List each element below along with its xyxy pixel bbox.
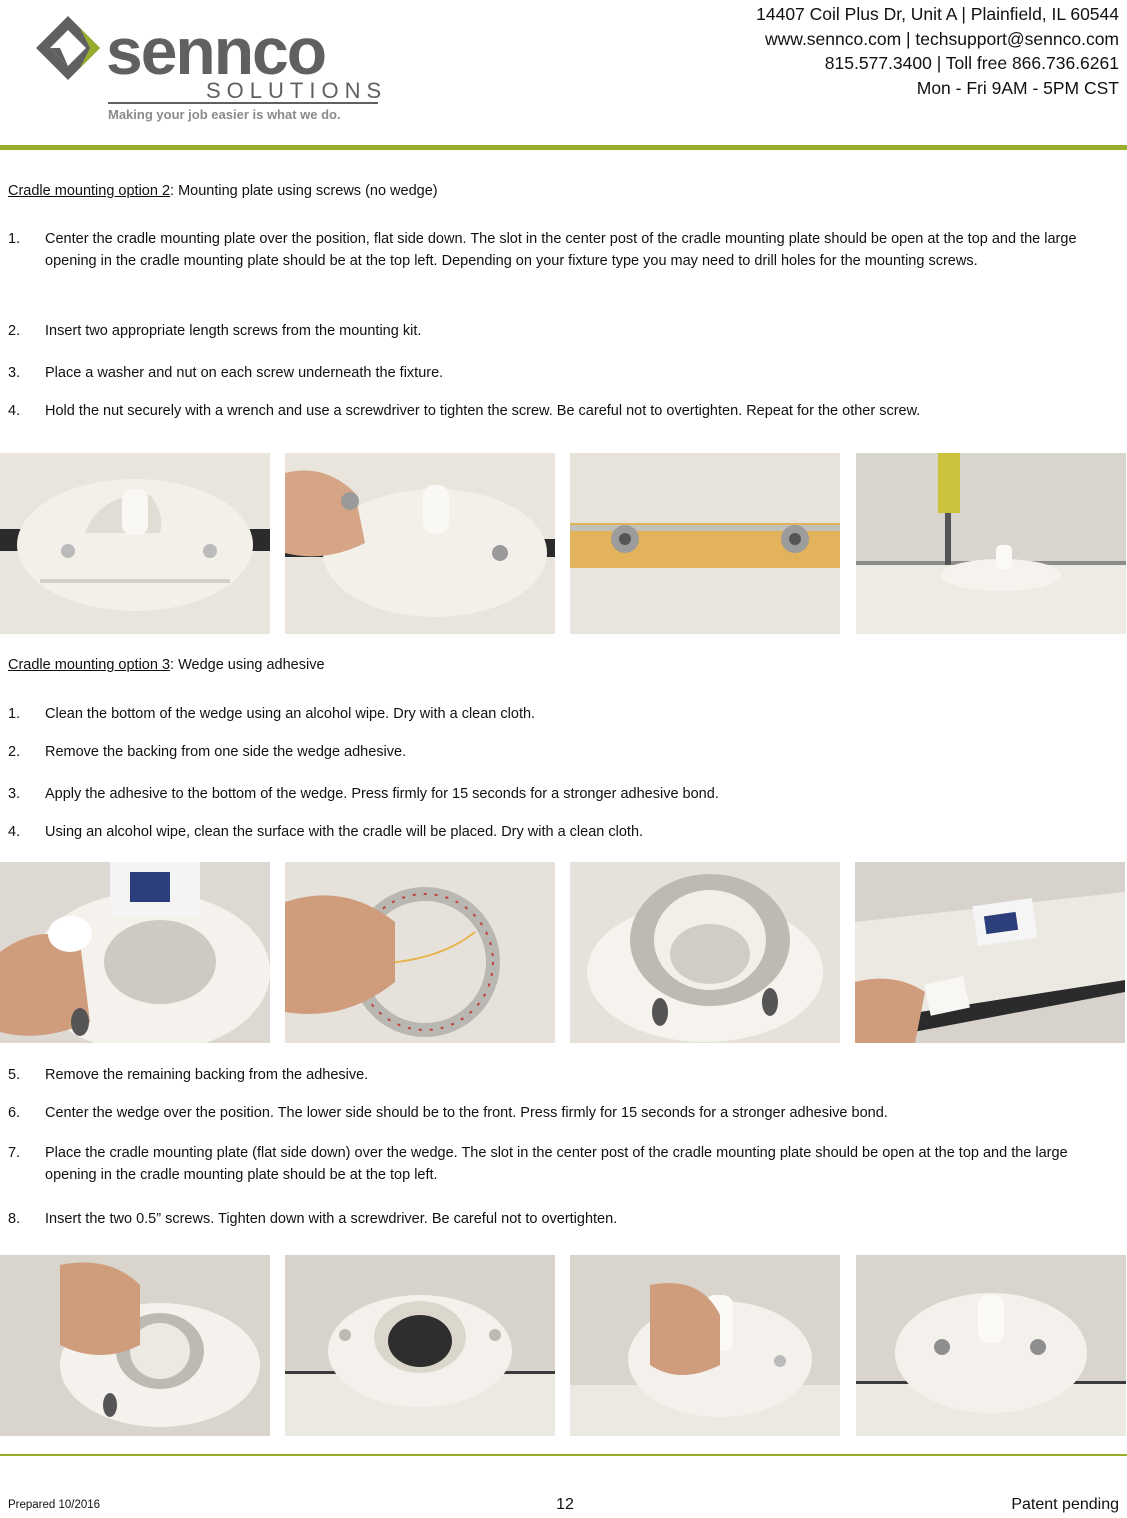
step-text: Place a washer and nut on each screw underneath the fixture. bbox=[45, 365, 444, 381]
page-number: 12 bbox=[556, 1496, 574, 1513]
contact-address: 14407 Coil Plus Dr, Unit A | Plainfield, IL 60544 bbox=[756, 4, 1119, 24]
list-item bbox=[8, 362, 1120, 384]
photo-tightening-screw bbox=[856, 453, 1126, 634]
step-number: 6. bbox=[8, 1105, 21, 1121]
photo-adhesive-on-wedge bbox=[570, 862, 840, 1043]
photo-placing-plate bbox=[570, 1255, 840, 1436]
step-text: Insert the two 0.5” screws. Tighten down with a screwdriver. Be careful not to overtighten. bbox=[45, 1211, 618, 1227]
photo-plate-on-fixture bbox=[0, 453, 270, 634]
contact-web-email[interactable]: www.sennco.com | techsupport@sennco.com bbox=[765, 28, 1119, 49]
list-item bbox=[8, 821, 1120, 843]
logo-subtitle: SOLUTIONS bbox=[206, 78, 388, 103]
step-text: Using an alcohol wipe, clean the surface with the cradle will be placed. Dry with a clean cloth. bbox=[45, 824, 644, 840]
step-number: 7. bbox=[8, 1145, 21, 1161]
option2-heading bbox=[8, 181, 438, 201]
list-item bbox=[8, 1208, 1120, 1230]
page-header bbox=[0, 0, 1127, 148]
patent-notice: Patent pending bbox=[1011, 1496, 1119, 1513]
list-item bbox=[8, 1102, 1120, 1124]
footer-divider bbox=[0, 1454, 1127, 1456]
option2-title: Cradle mounting option 2 bbox=[8, 183, 171, 199]
logo-wordmark: sennco bbox=[106, 14, 326, 88]
step-number: 2. bbox=[8, 744, 21, 760]
step-number: 4. bbox=[8, 824, 21, 840]
list-item bbox=[8, 783, 1120, 805]
logo-diamond-icon bbox=[36, 16, 100, 80]
step-text: Remove the backing from one side the wedge adhesive. bbox=[45, 744, 407, 760]
list-item bbox=[8, 400, 1120, 422]
photo-cleaning-surface bbox=[855, 862, 1125, 1043]
sennco-logo bbox=[28, 8, 388, 126]
step-number: 3. bbox=[8, 365, 21, 381]
prepared-date: Prepared 10/2016 bbox=[8, 1499, 101, 1511]
option3-heading bbox=[8, 655, 325, 675]
list-item bbox=[8, 228, 1120, 272]
option2-subtitle: : Mounting plate using screws (no wedge) bbox=[170, 183, 438, 199]
step-number: 5. bbox=[8, 1067, 21, 1083]
list-item bbox=[8, 741, 1120, 763]
logo-tagline: Making your job easier is what we do. bbox=[108, 107, 341, 122]
photo-row-option3-a bbox=[0, 862, 1127, 1043]
photo-washers-and-nuts bbox=[570, 453, 840, 634]
step-number: 1. bbox=[8, 231, 21, 247]
step-text: Hold the nut securely with a wrench and use a screwdriver to tighten the screw. Be careful not to overtighten. Repeat for the other screw. bbox=[45, 403, 921, 419]
list-item bbox=[8, 703, 1120, 725]
step-text: Clean the bottom of the wedge using an alcohol wipe. Dry with a clean cloth. bbox=[45, 706, 536, 722]
option3-title: Cradle mounting option 3 bbox=[8, 657, 171, 673]
list-item bbox=[8, 320, 1120, 342]
step-text: Center the cradle mounting plate over the position, flat side down. The slot in the center post of the cradle mounting plate should be open at the top and the large opening in the cradle mounting plate should be at the top left. Depending on your fixture type you may need to drill holes for the mounting screws. bbox=[45, 231, 1077, 269]
photo-inserting-screws bbox=[285, 453, 555, 634]
step-text: Remove the remaining backing from the adhesive. bbox=[45, 1067, 369, 1083]
step-text: Place the cradle mounting plate (flat side down) over the wedge. The slot in the center post of the cradle mounting plate should be open at the top and the large opening in the cradle mounting plate should be at the top left. bbox=[45, 1145, 1068, 1183]
photo-row-option2 bbox=[0, 453, 1127, 634]
step-number: 8. bbox=[8, 1211, 21, 1227]
contact-block bbox=[756, 2, 1119, 100]
photo-wedge-in-position bbox=[285, 1255, 555, 1436]
photo-peeling-backing bbox=[0, 1255, 270, 1436]
contact-hours: Mon - Fri 9AM - 5PM CST bbox=[916, 77, 1119, 98]
photo-row-option3-b bbox=[0, 1255, 1127, 1436]
photo-removing-backing bbox=[285, 862, 555, 1043]
header-divider bbox=[0, 145, 1127, 150]
photo-cleaning-wedge bbox=[0, 862, 270, 1043]
step-text: Apply the adhesive to the bottom of the wedge. Press firmly for 15 seconds for a stronger adhesive bond. bbox=[45, 786, 719, 802]
step-text: Insert two appropriate length screws from the mounting kit. bbox=[45, 323, 422, 339]
step-number: 4. bbox=[8, 403, 21, 419]
list-item bbox=[8, 1064, 1120, 1086]
list-item bbox=[8, 1142, 1120, 1186]
step-number: 3. bbox=[8, 786, 21, 802]
option3-subtitle: : Wedge using adhesive bbox=[170, 657, 325, 673]
contact-phone: 815.577.3400 | Toll free 866.736.6261 bbox=[824, 53, 1119, 73]
step-text: Center the wedge over the position. The lower side should be to the front. Press firmly for 15 seconds for a stronger adhesive bond. bbox=[45, 1105, 888, 1121]
photo-final-mount bbox=[856, 1255, 1126, 1436]
step-number: 2. bbox=[8, 323, 21, 339]
step-number: 1. bbox=[8, 706, 21, 722]
